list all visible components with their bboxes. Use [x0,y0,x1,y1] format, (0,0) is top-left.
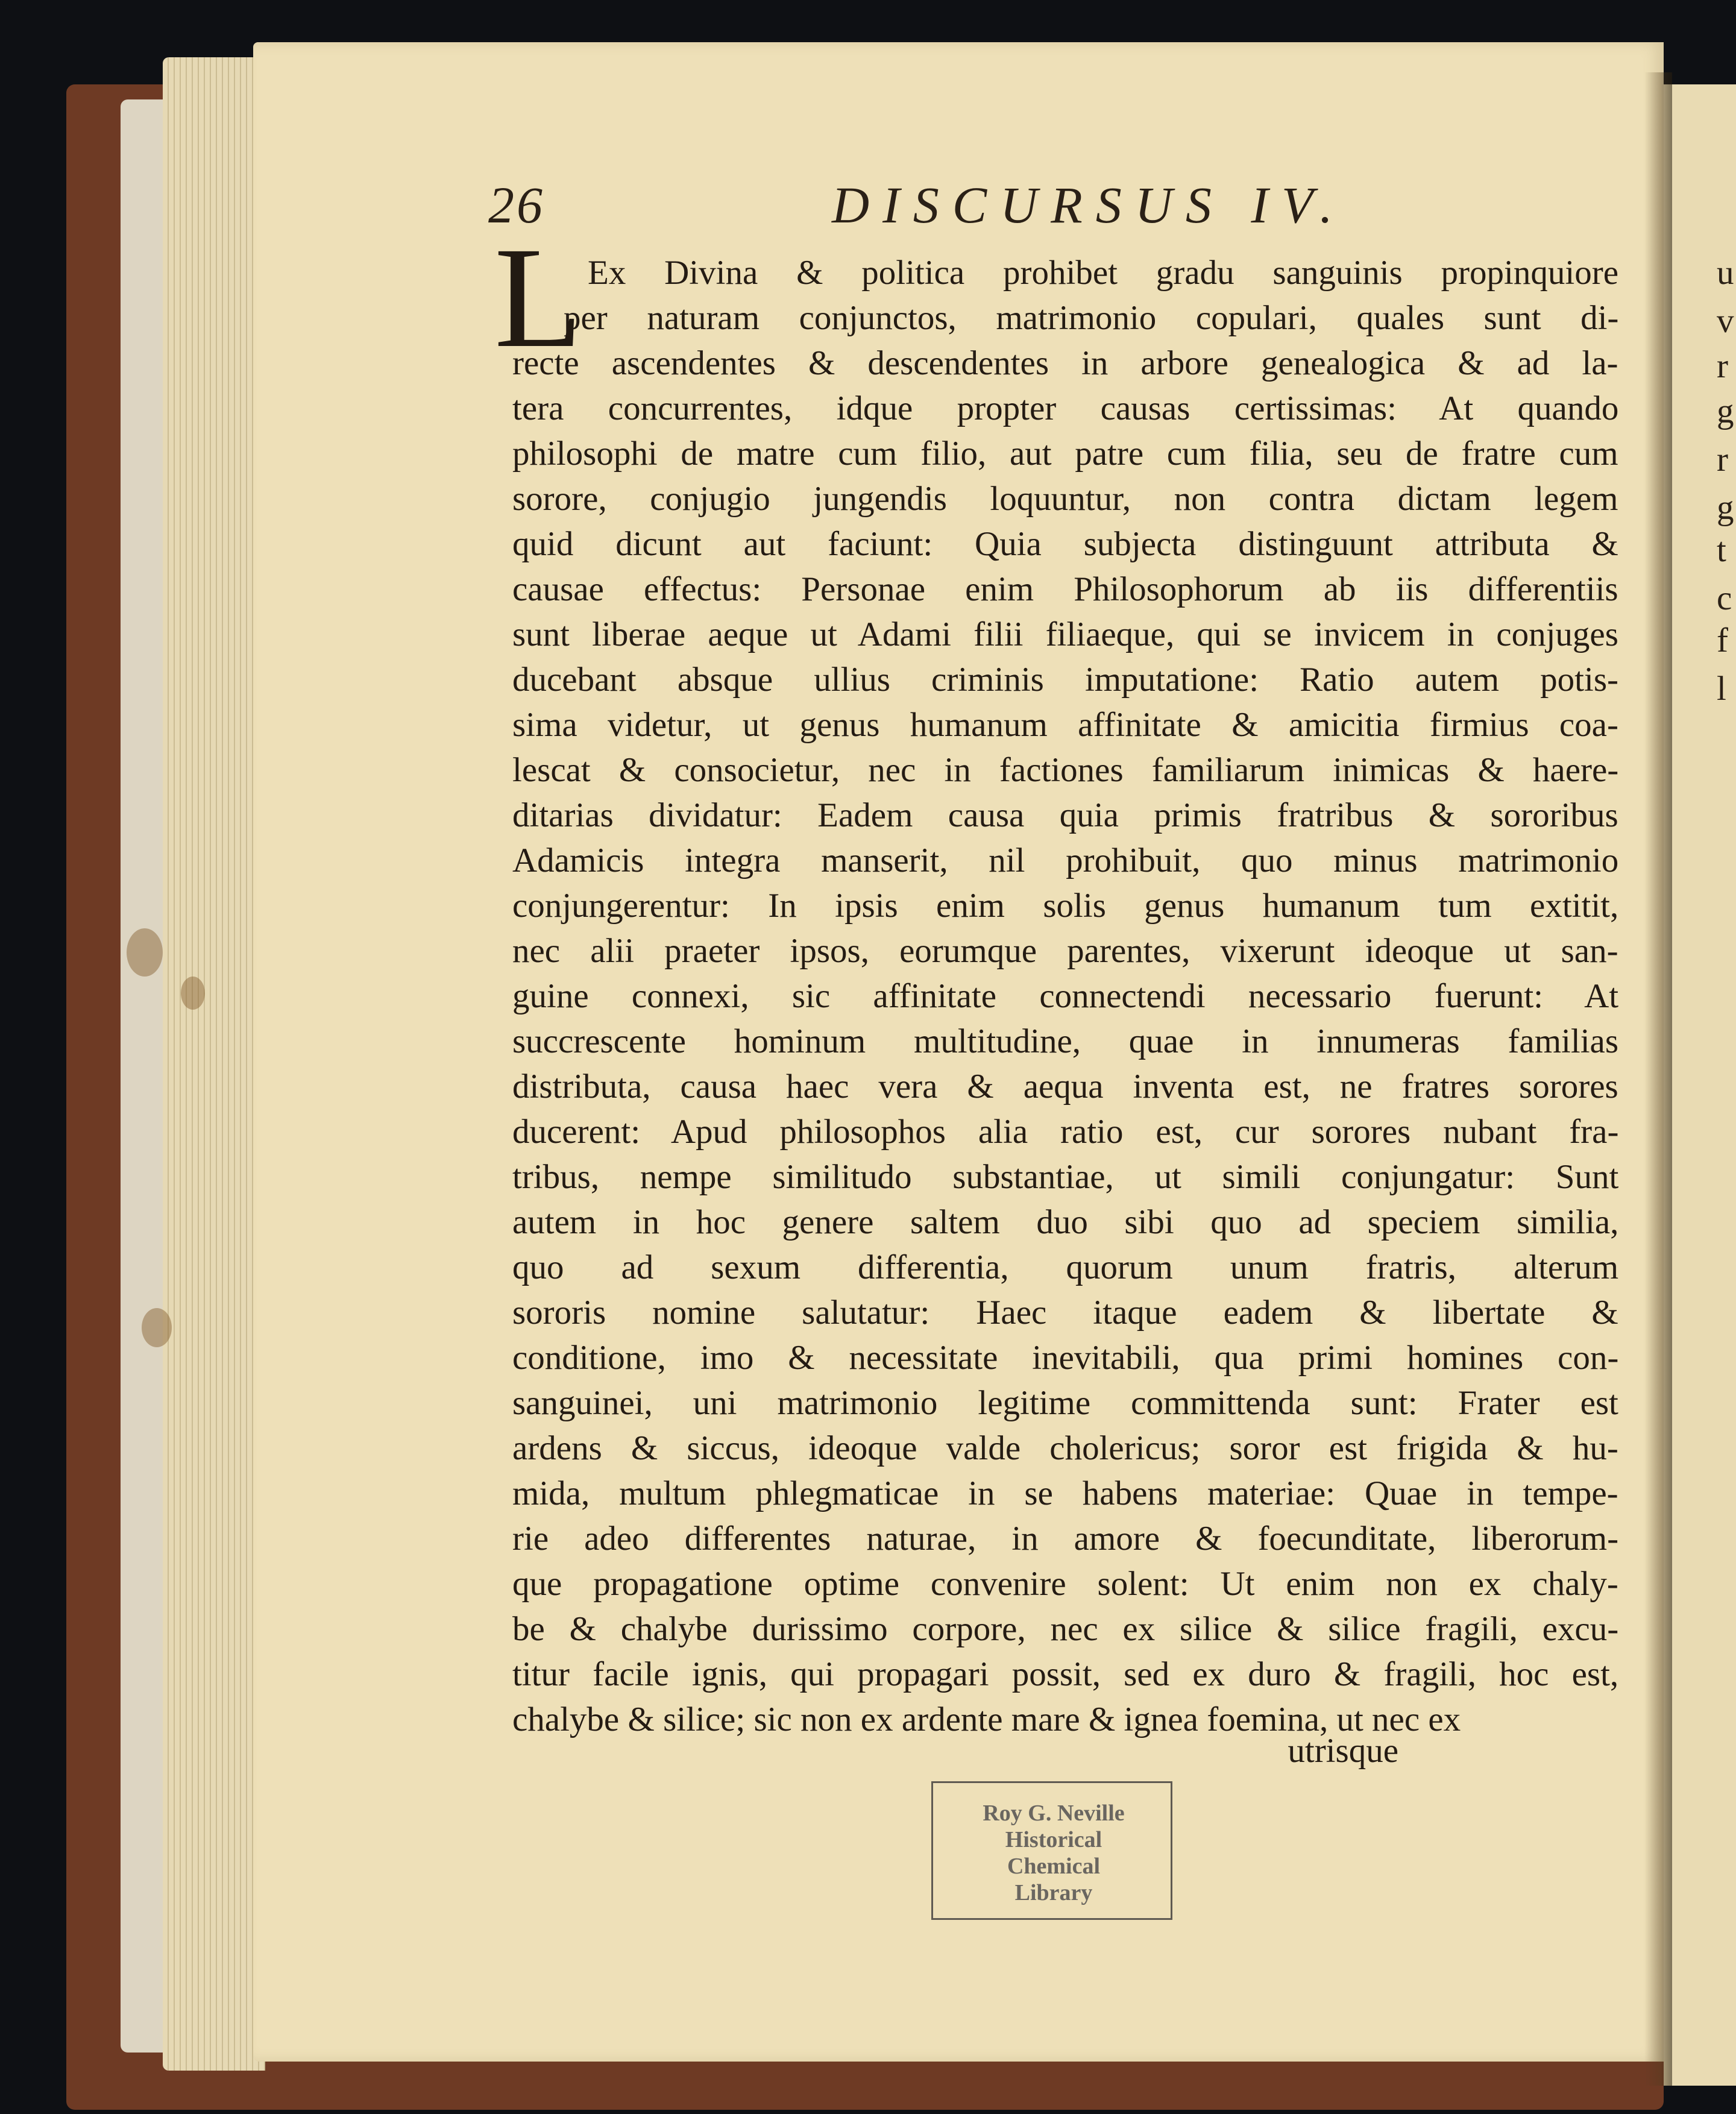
text-line: Adamicis integra manserit, nil prohibuit, quo minus matrimonio [512,842,1619,879]
text-line: conjungerentur: In ipsis enim solis genus humanum tum extitit, [512,887,1619,925]
page-number: 26 [488,176,545,234]
stamp-line: Chemical [1007,1854,1101,1879]
text-line: autem in hoc genere saltem duo sibi quo ad speciem similia, [512,1203,1619,1241]
facing-fragment: g [1717,489,1734,527]
text-line: distributa, causa haec vera & aequa inventa est, ne fratres sorores [512,1068,1618,1106]
text-line: quo ad sexum differentia, quorum unum fratris, alterum [512,1248,1619,1286]
drop-cap: L [494,217,583,377]
facing-fragment: f [1717,621,1728,659]
text-line: nec alii praeter ipsos, eorumque parentes, vixerunt ideoque ut san- [512,932,1618,970]
text-line: per naturam conjunctos, matrimonio copulari, quales sunt di- [564,299,1619,337]
stamp-line: Roy G. Neville [983,1801,1125,1826]
text-line: ducerent: Apud philosophos alia ratio est, cur sorores nubant fra- [512,1113,1619,1151]
facing-fragment: c [1717,579,1732,617]
text-line: causae effectus: Personae enim Philosophorum ab iis differentiis [512,570,1618,608]
text-line: Ex Divina & politica prohibet gradu sanguinis propinquiore [588,254,1618,292]
text-line: titur facile ignis, qui propagari possit, sed ex duro & fragili, hoc est, [512,1655,1619,1693]
facing-fragment: l [1717,670,1726,708]
text-line: sima videtur, ut genus humanum affinitate & amicitia firmius coa- [512,706,1618,744]
text-line: lescat & consocietur, nec in factiones familiarum inimicas & haere- [512,751,1619,789]
text-line: tera concurrentes, idque propter causas certissimas: At quando [512,389,1619,427]
facing-fragment: r [1717,347,1728,385]
facing-fragment: g [1717,392,1734,430]
stamp-line: Library [1014,1880,1093,1905]
facing-fragment: r [1717,441,1728,479]
text-line: tribus, nempe similitudo substantiae, ut simili conjungatur: Sunt [512,1158,1619,1196]
text-line: philosophi de matre cum filio, aut patre cum filia, seu de fratre cum [512,435,1618,473]
text-line: conditione, imo & necessitate inevitabili, qua primi homines con- [512,1339,1619,1377]
text-line: ducebant absque ullius criminis imputatione: Ratio autem potis- [512,661,1618,699]
text-line: sunt liberae aeque ut Adami filii filiaeque, qui se invicem in conjuges [512,615,1618,653]
text-line: que propagatione optime convenire solent: Ut enim non ex chaly- [512,1565,1618,1603]
facing-fragment: v [1717,302,1734,340]
text-line: be & chalybe durissimo corpore, nec ex silice & silice fragili, excu- [512,1610,1619,1648]
text-line: chalybe & silice; sic non ex ardente mare & ignea foemina, ut nec ex [512,1700,1461,1738]
text-line: recte ascendentes & descendentes in arbore genealogica & ad la- [512,344,1618,382]
text-line: sorore, conjugio jungendis loquuntur, non contra dictam legem [512,480,1618,518]
text-line: ardens & siccus, ideoque valde cholericus; soror est frigida & hu- [512,1429,1618,1467]
running-title: DISCURSUS IV. [832,176,1346,234]
text-line: succrescente hominum multitudine, quae in innumeras familias [512,1022,1619,1060]
facing-fragment: t [1717,531,1726,569]
text-line: guine connexi, sic affinitate connectendi necessario fuerunt: At [512,977,1619,1015]
text-line: ditarias dividatur: Eadem causa quia primis fratribus & sororibus [512,796,1618,834]
catchword: utrisque [1288,1732,1398,1770]
facing-fragment: u [1717,254,1734,292]
text-line: sororis nomine salutatur: Haec itaque eadem & libertate & [512,1294,1618,1332]
text-line: sanguinei, uni matrimonio legitime committenda sunt: Frater est [512,1384,1618,1422]
text-line: rie adeo differentes naturae, in amore & foecunditate, liberorum- [512,1520,1619,1558]
text-line: quid dicunt aut faciunt: Quia subjecta distinguunt attributa & [512,525,1618,563]
text-line: mida, multum phlegmaticae in se habens materiae: Quae in tempe- [512,1474,1618,1512]
library-stamp [931,1781,1172,1920]
stamp-line: Historical [1005,1827,1102,1852]
